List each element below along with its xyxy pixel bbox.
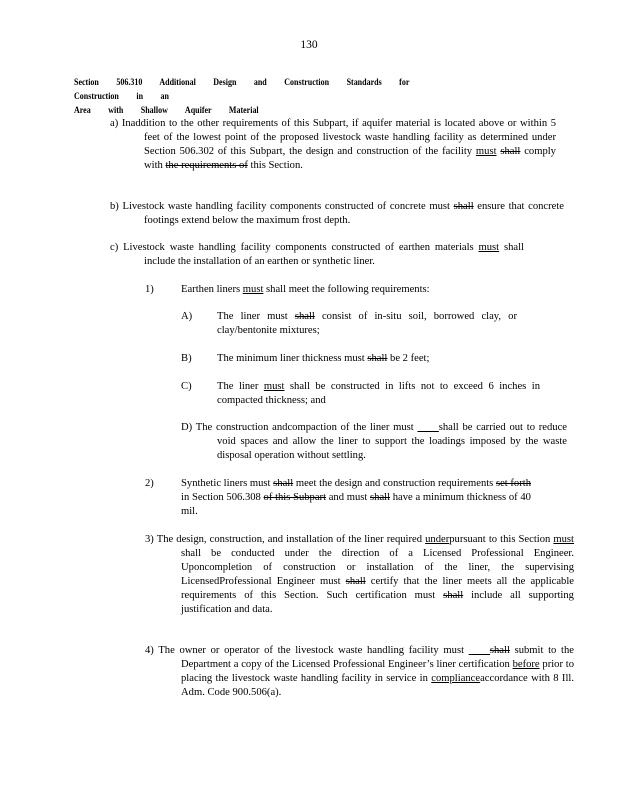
item-c4-text: 4) The owner or operator of the livestock waste handling facility must ____shall submit to the Department a copy of the Licensed Professional Engineer’s liner certification before prior to placing the livestock waste handling facility in service in complianceaccordance with 8 Ill. Adm. Code 900.506(a).	[145, 645, 574, 698]
item-c1A-number: A)	[181, 311, 193, 322]
item-c1C-number: C)	[181, 381, 192, 392]
heading-line-1: Section 506.310 Additional Design and Construction Standards for Construction in an	[74, 78, 410, 102]
item-c1B-number: B)	[181, 353, 192, 364]
item-c1C-text: The liner must shall be constructed in lifts not to exceed 6 inches in compacted thickness; and	[217, 381, 540, 406]
item-c2-number: 2)	[145, 478, 154, 489]
page-number: 130	[300, 39, 318, 51]
item-c1-number: 1)	[145, 284, 154, 295]
item-c2-text: Synthetic liners must shall meet the design and construction requirements set forth in Section 506.308 of this Subpart and must shall have a minimum thickness of 40 mil.	[181, 478, 531, 517]
item-c3-text: 3) The design, construction, and installation of the liner required underpursuant to this Section must shall be conducted under the direction of a Licensed Professional Engineer. Uponcompletion of construction or installation of the liner, the supervising LicensedProfessional Engineer must shall certify that the liner meets all the applicable requirements of this Section. Such certification must shall include all supporting justification and data.	[145, 534, 574, 615]
item-c1-text: Earthen liners must shall meet the following requirements:	[181, 284, 430, 295]
paragraph-b: b) Livestock waste handling facility components constructed of concrete must shall ensure that concrete footings extend below the maximum frost depth.	[110, 201, 564, 226]
item-c1D-text: D) The construction andcompaction of the liner must ____shall be carried out to reduce void spaces and allow the liner to support the loadings imposed by the waste disposal operation without settling.	[181, 422, 567, 461]
item-c1B-text: The minimum liner thickness must shall be 2 feet;	[217, 353, 430, 364]
item-c1A-text: The liner must shall consist of in-situ soil, borrowed clay, or clay/bentonite mixtures;	[217, 311, 517, 336]
paragraph-c: c) Livestock waste handling facility components constructed of earthen materials must shall include the installation of an earthen or synthetic liner.	[110, 242, 524, 267]
section-heading	[74, 76, 461, 118]
paragraph-a: a) Inaddition to the other requirements of this Subpart, if aquifer material is located above or within 5 feet of the lowest point of the proposed livestock waste handling facility as determined under Section 506.302 of this Subpart, the design and construction of the facility must shall comply with the requirements of this Section.	[110, 118, 556, 171]
heading-line-2: Area with Shallow Aquifer Material	[74, 106, 259, 116]
